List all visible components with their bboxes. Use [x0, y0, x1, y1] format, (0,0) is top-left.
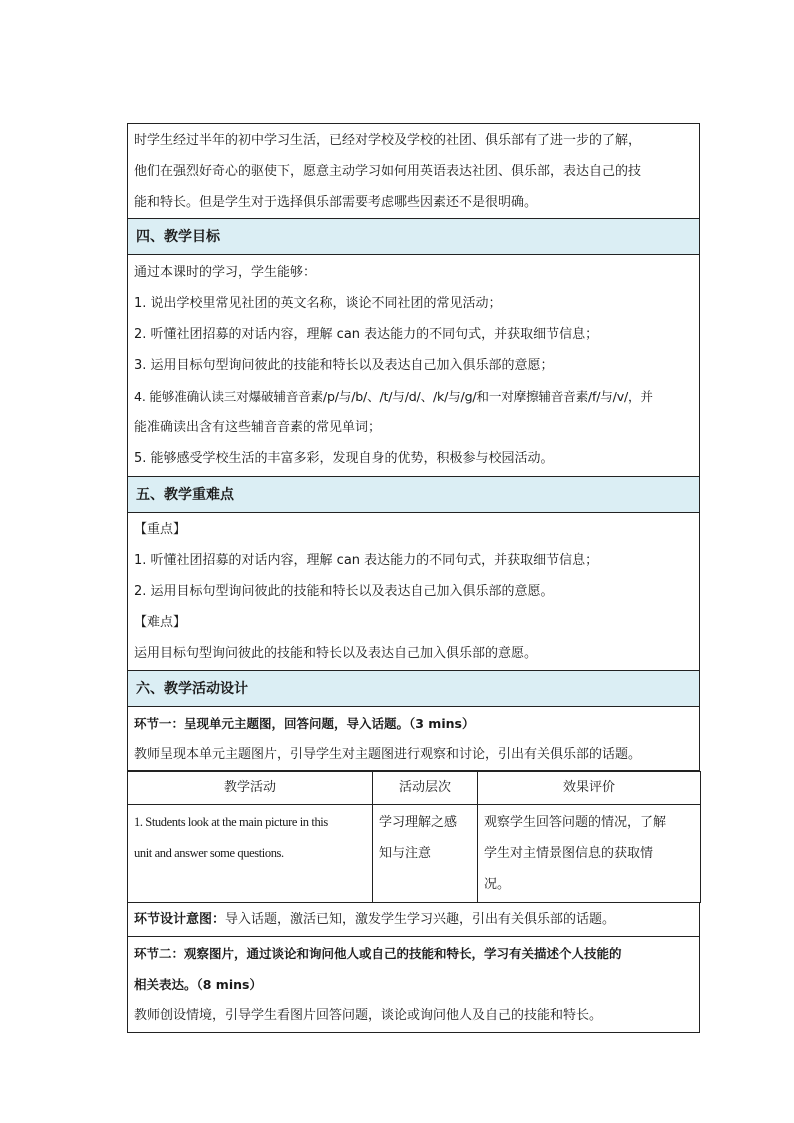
- objective-item: 4. 能够准确认读三对爆破辅音音素/p/与/b/、/t/与/d/、/k/与/g/和一对摩擦辅音音素/f/与/v/，并: [134, 389, 653, 404]
- step1-heading: 环节一：呈现单元主题图，回答问题，导入话题。（3 mins）: [134, 716, 475, 731]
- difficult-text: 运用目标句型询问彼此的技能和特长以及表达自己加入俱乐部的意愿。: [134, 646, 538, 661]
- section-heading-key-points: 五、教学重难点: [127, 477, 700, 513]
- cell-line: 学生对主情景图信息的获取情: [484, 846, 654, 861]
- cell-line: 况。: [484, 877, 511, 892]
- cell-line: 学习理解之感: [379, 815, 458, 830]
- cell-line: unit and answer some questions.: [134, 846, 284, 860]
- key-item: 2. 运用目标句型询问彼此的技能和特长以及表达自己加入俱乐部的意愿。: [134, 584, 554, 599]
- level-cell: [373, 805, 478, 903]
- key-item: 1. 听懂社团招募的对话内容，理解 can 表达能力的不同句式，并获取细节信息；: [134, 553, 599, 568]
- key-label: 【重点】: [134, 522, 187, 537]
- objective-item: 3. 运用目标句型询问彼此的技能和特长以及表达自己加入俱乐部的意愿；: [134, 358, 554, 373]
- activity-table: [127, 771, 701, 903]
- lesson-plan-document: [127, 123, 700, 1033]
- objective-item: 能准确读出含有这些辅音音素的常见单词；: [134, 420, 382, 435]
- step1-intent-block: [127, 903, 700, 937]
- objectives-block: [127, 255, 700, 477]
- intent-text: 导入话题，激活已知，激发学生学习兴趣，引出有关俱乐部的话题。: [225, 912, 616, 927]
- cell-line: 观察学生回答问题的情况，了解: [484, 815, 667, 830]
- column-header: 活动层次: [373, 772, 478, 805]
- step1-description: 教师呈现本单元主题图片，引导学生对主题图进行观察和讨论，引出有关俱乐部的话题。: [134, 747, 642, 762]
- step2-description: 教师创设情境，引导学生看图片回答问题，谈论或询问他人及自己的技能和特长。: [134, 1008, 603, 1023]
- step2-block: [127, 937, 700, 1033]
- evaluation-cell: [478, 805, 701, 903]
- table-row: [128, 805, 701, 903]
- objective-item: 1. 说出学校里常见社团的英文名称，谈论不同社团的常见活动；: [134, 296, 502, 311]
- paragraph-line: 能和特长。但是学生对于选择俱乐部需要考虑哪些因素还不是很明确。: [134, 195, 538, 210]
- paragraph-line: 时学生经过半年的初中学习生活，已经对学校及学校的社团、俱乐部有了进一步的了解，: [134, 133, 642, 148]
- column-header: 教学活动: [128, 772, 373, 805]
- objective-item: 5. 能够感受学校生活的丰富多彩，发现自身的优势，积极参与校园活动。: [134, 451, 554, 466]
- step2-heading-line: 环节二：观察图片，通过谈论和询问他人或自己的技能和特长，学习有关描述个人技能的: [134, 946, 622, 961]
- intent-label: 环节设计意图：: [134, 912, 226, 927]
- cell-line: 知与注意: [379, 846, 432, 861]
- key-points-block: [127, 513, 700, 671]
- objective-item: 2. 听懂社团招募的对话内容，理解 can 表达能力的不同句式，并获取细节信息；: [134, 327, 599, 342]
- paragraph-line: 他们在强烈好奇心的驱使下，愿意主动学习如何用英语表达社团、俱乐部，表达自己的技: [134, 164, 642, 179]
- objectives-intro: 通过本课时的学习，学生能够：: [134, 265, 317, 280]
- activity-cell: [128, 805, 373, 903]
- learner-analysis-block: [127, 123, 700, 219]
- column-header: 效果评价: [478, 772, 701, 805]
- cell-line: 1. Students look at the main picture in this: [134, 815, 328, 829]
- section-heading-objectives: 四、教学目标: [127, 219, 700, 255]
- section-heading-activities: 六、教学活动设计: [127, 671, 700, 707]
- difficult-label: 【难点】: [134, 615, 187, 630]
- step1-block: [127, 707, 700, 771]
- step2-heading-line: 相关表达。（8 mins）: [134, 977, 262, 992]
- table-header-row: [128, 772, 701, 805]
